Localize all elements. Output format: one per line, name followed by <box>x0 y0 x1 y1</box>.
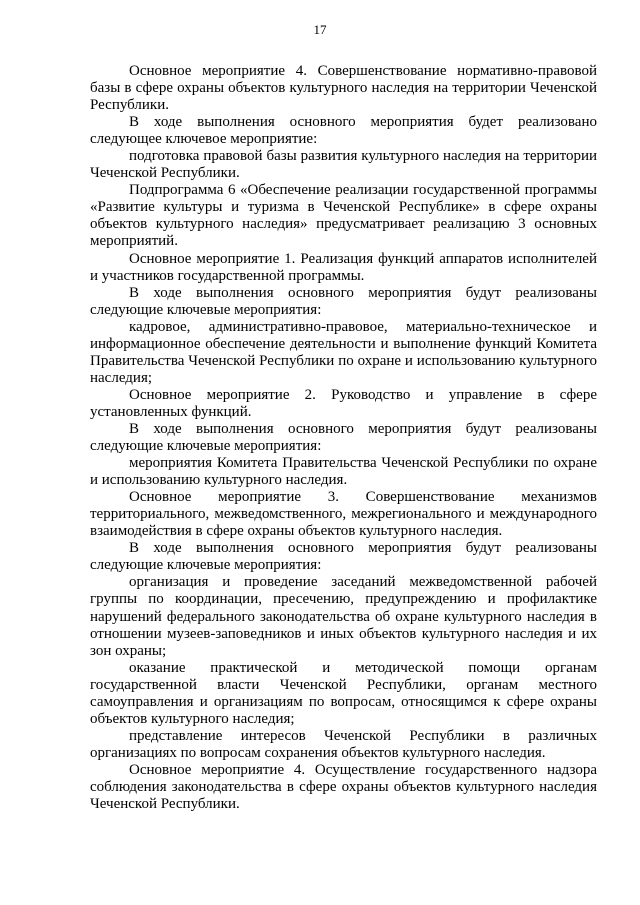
paragraph-main-activity-3: Основное мероприятие 3. Совершенствование механизмов территориального, межведомственного, межрегионального и международного взаимодействия в сфере охраны объектов культурного наследия. <box>90 489 597 540</box>
paragraph-implementation-intro: В ходе выполнения основного мероприятия будут реализованы следующие ключевые мероприятия: <box>90 420 597 455</box>
paragraph-methodical-help: оказание практической и методической помощи органам государственной власти Чеченской Республики, органам местного самоуправления и организациям по вопросам, относящимся к сфере охраны объектов культурного наследия; <box>90 659 597 727</box>
paragraph-main-activity-1: Основное мероприятие 1. Реализация функций аппаратов исполнителей и участников государственной программы. <box>90 250 597 284</box>
paragraph-implementation-intro: В ходе выполнения основного мероприятия будут реализованы следующие ключевые мероприятия: <box>90 284 597 318</box>
paragraph-staffing-support: кадровое, административно-правовое, материально-техническое и информационное обеспечение деятельности и выполнение функций Комитета Правительства Чеченской Республики по охране и использованию культурного наследия; <box>90 318 597 386</box>
paragraph-representation: представление интересов Чеченской Республики в различных организациях по вопросам сохранения объектов культурного наследия. <box>90 727 597 761</box>
paragraph-committee-activities: мероприятия Комитета Правительства Чеченской Республики по охране и использованию культурного наследия. <box>90 455 597 489</box>
page-number: 17 <box>313 22 327 37</box>
paragraph-implementation-intro: В ходе выполнения основного мероприятия будет реализовано следующее ключевое мероприятие: <box>90 114 597 148</box>
paragraph-legal-base: подготовка правовой базы развития культурного наследия на территории Чеченской Республики. <box>90 148 597 182</box>
paragraph-implementation-intro: В ходе выполнения основного мероприятия будут реализованы следующие ключевые мероприятия: <box>90 540 597 574</box>
paragraph-main-activity-2: Основное мероприятие 2. Руководство и управление в сфере установленных функций. <box>90 386 597 420</box>
paragraph-working-group: организация и проведение заседаний межведомственной рабочей группы по координации, пресечению, предупреждению и профилактике нарушений федерального законодательства об охране культурного наследия в отношении музеев-заповедников и иных объектов культурного наследия и их зон охраны; <box>90 574 597 659</box>
paragraph-main-activity-4-supervision: Основное мероприятие 4. Осуществление государственного надзора соблюдения законодательства в сфере охраны объектов культурного наследия Чеченской Республики. <box>90 761 597 813</box>
paragraph-main-activity-4: Основное мероприятие 4. Совершенствование нормативно-правовой базы в сфере охраны объектов культурного наследия на территории Чеченской Республики. <box>90 63 597 114</box>
document-body <box>90 63 597 813</box>
paragraph-subprogram-6: Подпрограмма 6 «Обеспечение реализации государственной программы «Развитие культуры и туризма в Чеченской Республике» в сфере охраны объектов культурного наследия» предусматривает реализацию 3 основных мероприятий. <box>90 182 597 250</box>
